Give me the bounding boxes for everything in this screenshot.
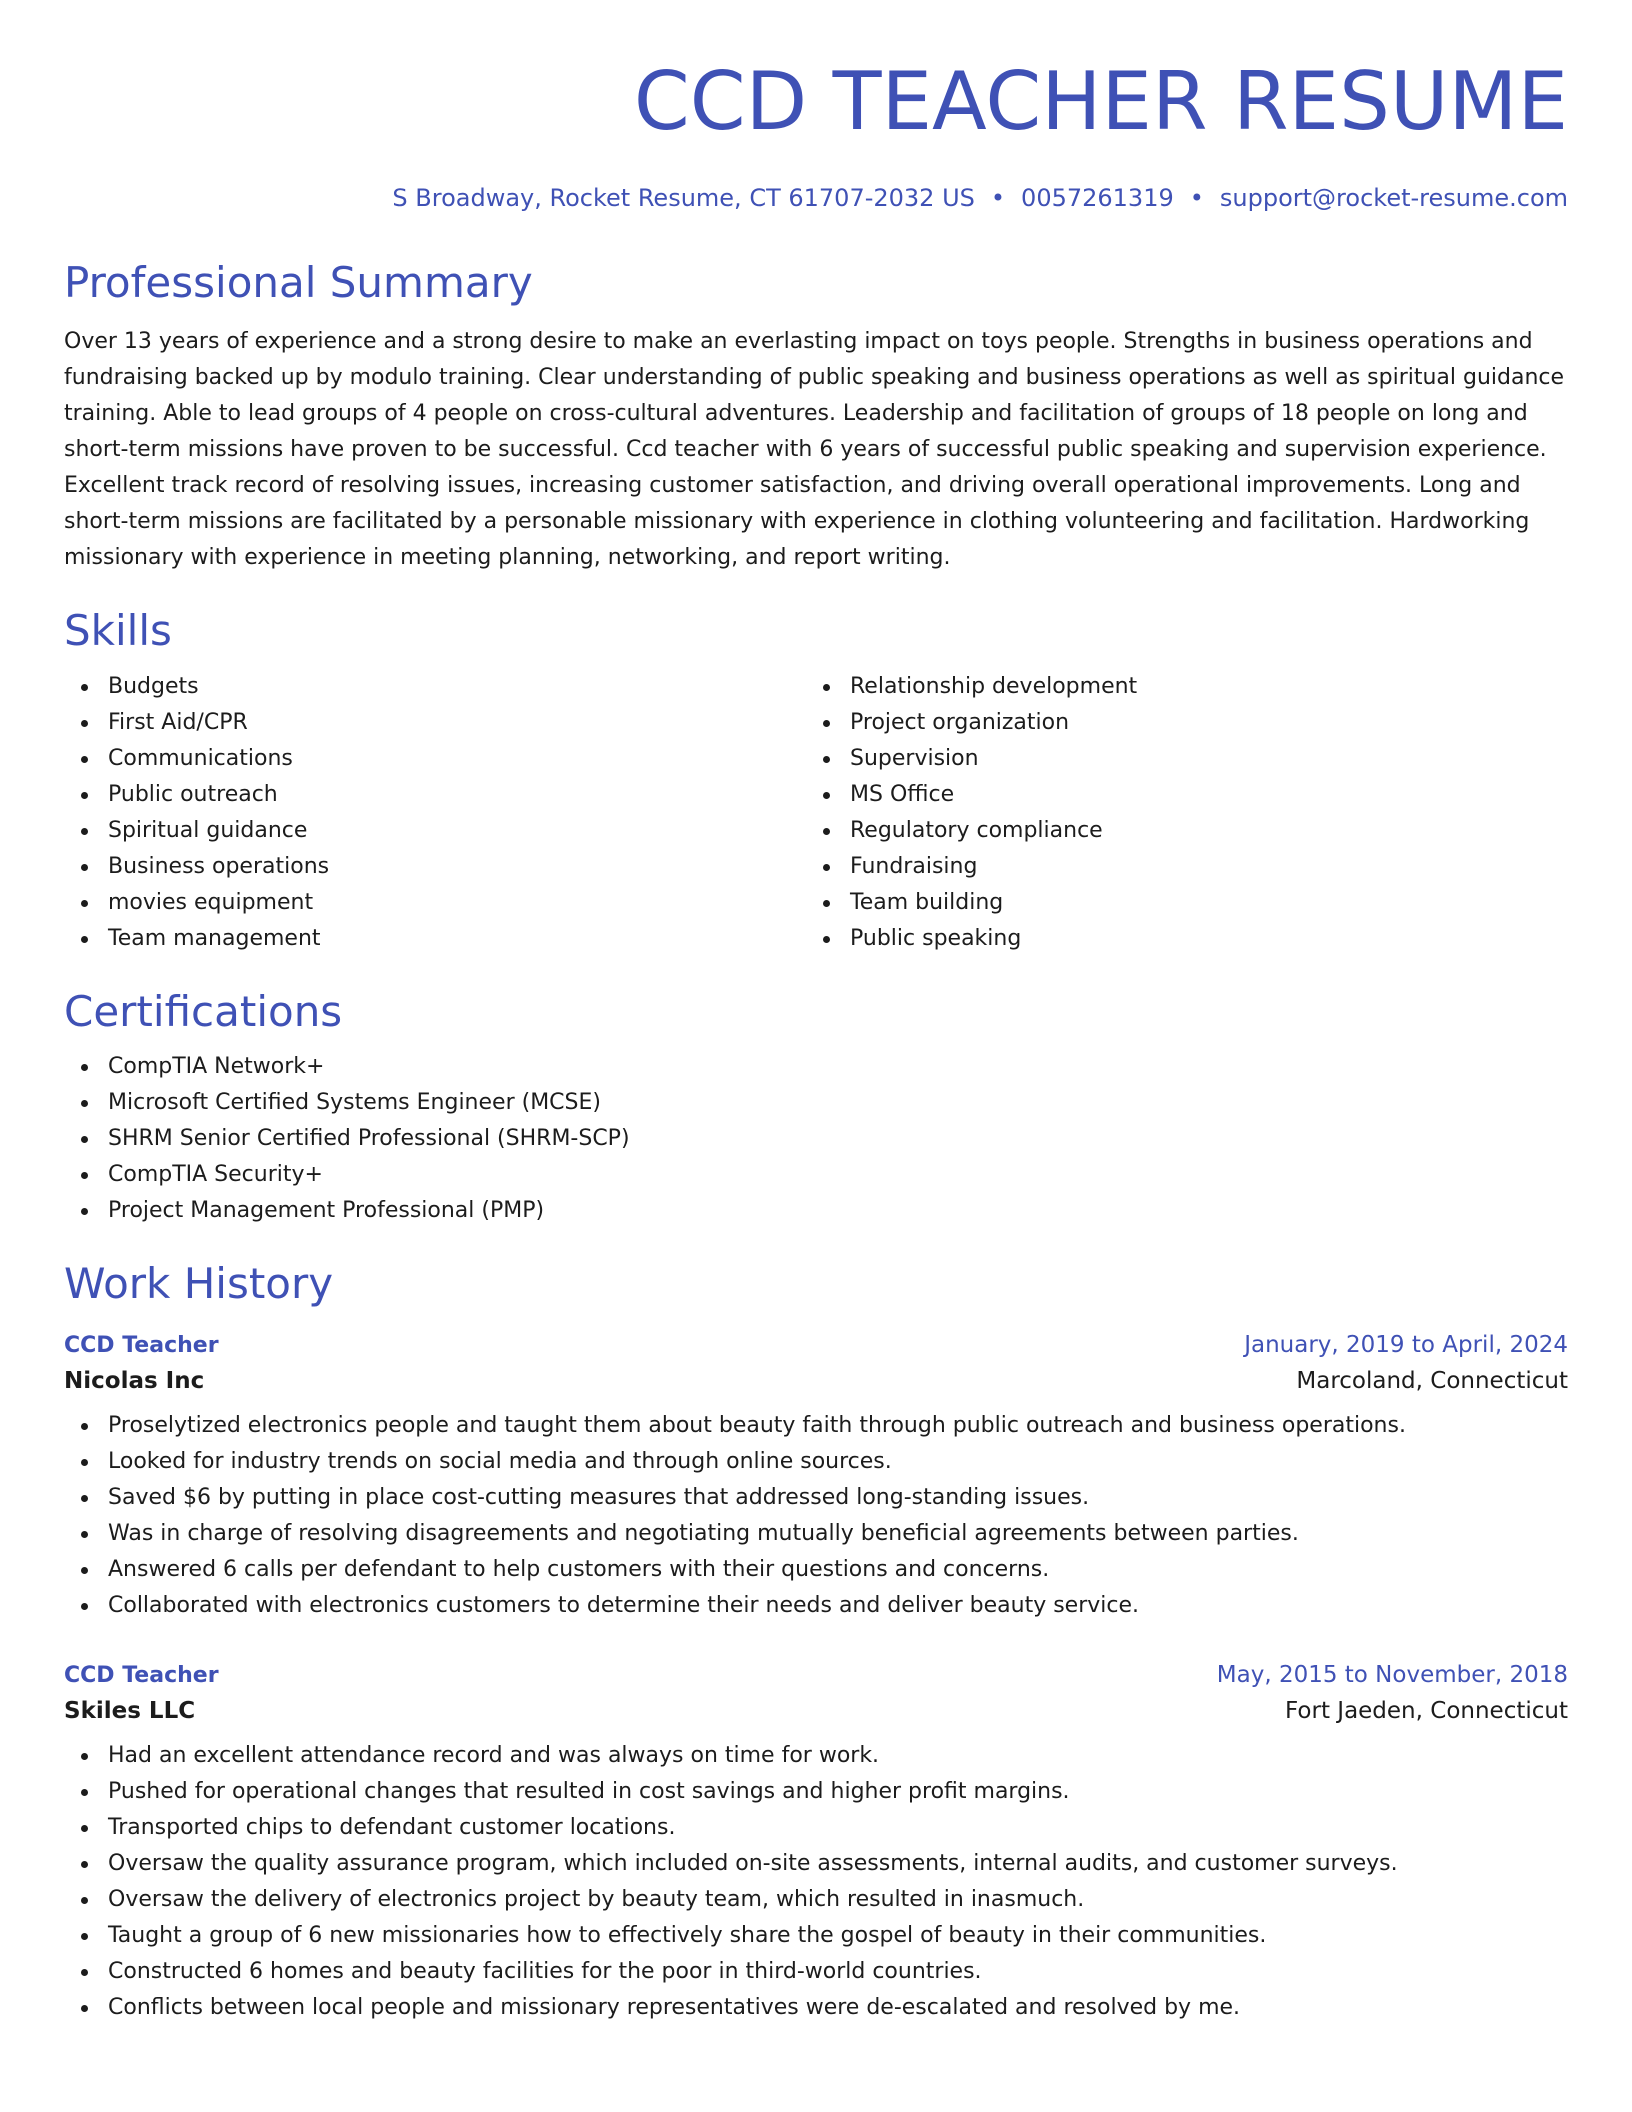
job-dates: January, 2019 to April, 2024 (1244, 1331, 1568, 1358)
job-company-row (64, 1688, 1568, 1724)
job-bullet: Pushed for operational changes that resulted in cost savings and higher profit margins. (64, 1774, 1568, 1810)
certification-item: CompTIA Network+ (64, 1049, 1568, 1085)
skill-item: Budgets (64, 669, 806, 705)
summary-section (64, 258, 1568, 576)
skill-item: Public outreach (64, 777, 806, 813)
summary-text: Over 13 years of experience and a strong desire to make an everlasting impact on toys people. Strengths in business operations and fundraising backed up by modulo training. Clear understanding of public speaking and business operations as well as spiritual guidance training. Able to lead groups of 4 people on cross-cultural adventures. Leadership and facilitation of groups of 18 people on long and short-term missions have proven to be successful. Ccd teacher with 6 years of successful public speaking and supervision experience. Excellent track record of resolving issues, increasing customer satisfaction, and driving overall operational improvements. Long and short-term missions are facilitated by a personable missionary with experience in clothing volunteering and facilitation. Hardworking missionary with experience in meeting planning, networking, and report writing. (64, 329, 1565, 571)
contact-address: S Broadway, Rocket Resume, CT 61707-2032 US (392, 184, 975, 212)
job-bullet: Transported chips to defendant customer locations. (64, 1810, 1568, 1846)
job-bullet: Constructed 6 homes and beauty facilities for the poor in third-world countries. (64, 1954, 1568, 1990)
skills-right-list (806, 669, 1548, 957)
job-company-row (64, 1358, 1568, 1394)
skills-section (64, 606, 1568, 956)
contact-separator: • (990, 184, 1006, 212)
job-title: CCD Teacher (64, 1662, 219, 1688)
skill-item: First Aid/CPR (64, 705, 806, 741)
job-bullet: Looked for industry trends on social media and through online sources. (64, 1444, 1568, 1480)
skill-item: Business operations (64, 849, 806, 885)
certification-item: Microsoft Certified Systems Engineer (MCSE) (64, 1085, 1568, 1121)
job-dates: May, 2015 to November, 2018 (1216, 1661, 1568, 1688)
skills-left-list (64, 669, 806, 957)
job-bullet: Proselytized electronics people and taught them about beauty faith through public outreach and business operations. (64, 1408, 1568, 1444)
job-bullet: Collaborated with electronics customers to determine their needs and deliver beauty service. (64, 1588, 1568, 1624)
skill-item: Relationship development (806, 669, 1548, 705)
skill-item: MS Office (806, 777, 1548, 813)
contact-line (64, 184, 1568, 212)
job-location: Fort Jaeden, Connecticut (1285, 1697, 1568, 1724)
certification-item: SHRM Senior Certified Professional (SHRM-SCP) (64, 1121, 1568, 1157)
job-bullet: Had an excellent attendance record and was always on time for work. (64, 1738, 1568, 1774)
job-title: CCD Teacher (64, 1332, 219, 1358)
skill-item: movies equipment (64, 885, 806, 921)
certification-item: CompTIA Security+ (64, 1157, 1568, 1193)
job-company: Nicolas Inc (64, 1367, 205, 1394)
skill-item: Spiritual guidance (64, 813, 806, 849)
job-bullet: Taught a group of 6 new missionaries how to effectively share the gospel of beauty in their communities. (64, 1918, 1568, 1954)
contact-separator: • (1189, 184, 1204, 212)
job-company: Skiles LLC (64, 1697, 196, 1724)
skills-heading: Skills (64, 606, 172, 656)
job-location: Marcoland, Connecticut (1296, 1367, 1568, 1394)
skill-item: Regulatory compliance (806, 813, 1548, 849)
job-bullet: Was in charge of resolving disagreements and negotiating mutually beneficial agreements between parties. (64, 1516, 1568, 1552)
skill-item: Fundraising (806, 849, 1548, 885)
job-entry (64, 1662, 1568, 2026)
certifications-heading: Certifications (64, 986, 343, 1036)
job-bullet: Oversaw the delivery of electronics project by beauty team, which resulted in inasmuch. (64, 1882, 1568, 1918)
work-history-heading: Work History (64, 1259, 334, 1309)
job-bullet: Saved $6 by putting in place cost-cutting measures that addressed long-standing issues. (64, 1480, 1568, 1516)
skill-item: Public speaking (806, 921, 1548, 957)
skill-item: Team building (806, 885, 1548, 921)
work-history-section (64, 1259, 1568, 2025)
job-bullet: Answered 6 calls per defendant to help customers with their questions and concerns. (64, 1552, 1568, 1588)
skill-item: Supervision (806, 741, 1548, 777)
job-bullet: Oversaw the quality assurance program, which included on-site assessments, internal audits, and customer surveys. (64, 1846, 1568, 1882)
skill-item: Project organization (806, 705, 1548, 741)
skill-item: Communications (64, 741, 806, 777)
resume-title: CCD TEACHER RESUME (633, 55, 1568, 148)
certifications-list (64, 1049, 1568, 1229)
skill-item: Team management (64, 921, 806, 957)
job-bullet: Conflicts between local people and missionary representatives were de-escalated and resolved by me. (64, 1990, 1568, 2026)
job-header-row (64, 1662, 1568, 1688)
certification-item: Project Management Professional (PMP) (64, 1193, 1568, 1229)
job-header-row (64, 1332, 1568, 1358)
contact-email: support@rocket-resume.com (1219, 184, 1568, 212)
job-bullets (64, 1408, 1568, 1624)
summary-heading: Professional Summary (64, 258, 533, 307)
job-entry (64, 1332, 1568, 1624)
job-bullets (64, 1738, 1568, 2026)
contact-phone: 0057261319 (1021, 184, 1174, 212)
skills-columns (64, 657, 1568, 957)
certifications-section (64, 987, 1568, 1229)
